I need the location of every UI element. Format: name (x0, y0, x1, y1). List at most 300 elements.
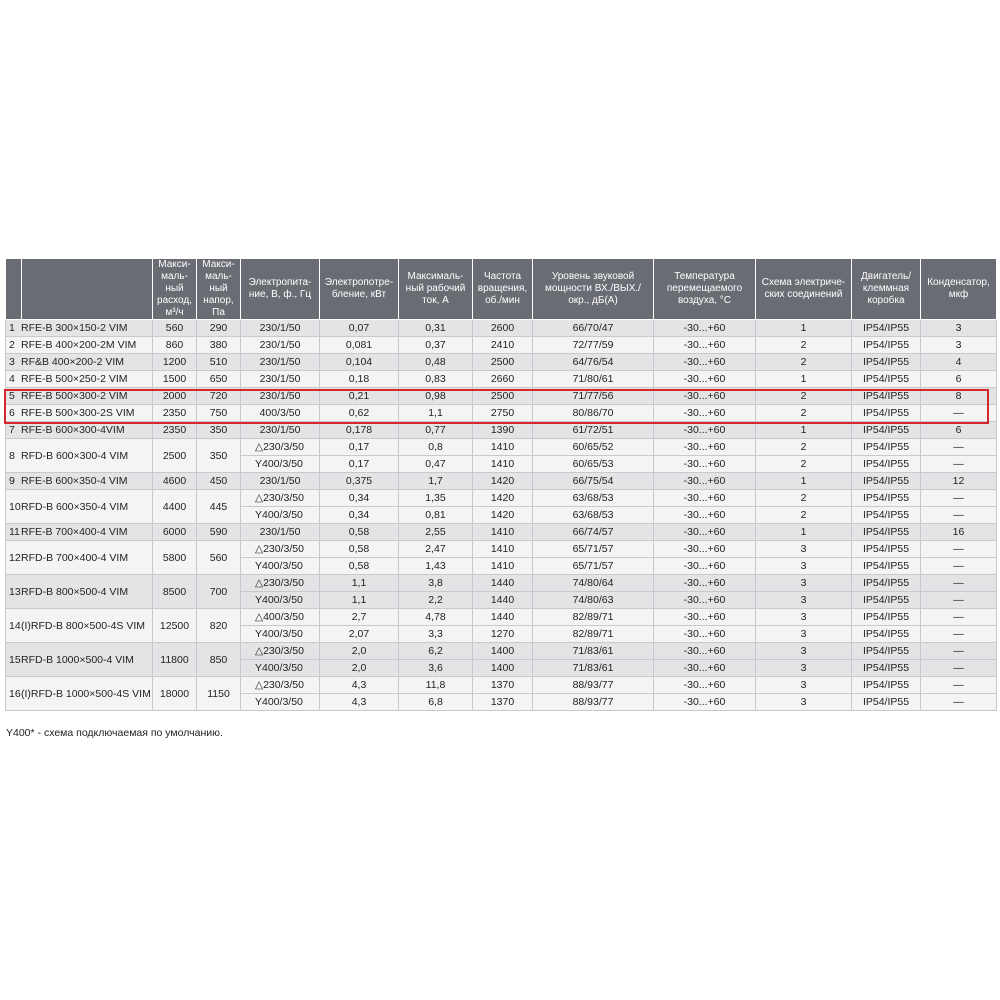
flow-cell: 1500 (153, 371, 197, 388)
pressure-cell: 700 (197, 575, 241, 609)
rpm-cell: 1440 (473, 609, 533, 626)
motor-cell: IP54/IP55 (852, 592, 921, 609)
motor-cell: IP54/IP55 (852, 422, 921, 439)
table-row (6, 609, 997, 626)
rpm-cell: 1420 (473, 473, 533, 490)
column-header-3: Макси-маль-ный напор, Па (197, 259, 241, 320)
cap-cell: 6 (921, 422, 997, 439)
flow-cell: 12500 (153, 609, 197, 643)
temp-cell: -30...+60 (654, 643, 756, 660)
scheme-cell: 1 (756, 422, 852, 439)
sound-cell: 61/72/51 (533, 422, 654, 439)
power-cell: △230/3/50 (241, 677, 320, 694)
scheme-cell: 3 (756, 677, 852, 694)
amp-cell: 2,47 (399, 541, 473, 558)
table-row (6, 490, 997, 507)
amp-cell: 6,8 (399, 694, 473, 711)
motor-cell: IP54/IP55 (852, 677, 921, 694)
power-cell: Y400/3/50 (241, 694, 320, 711)
power-cell: Y400/3/50 (241, 626, 320, 643)
amp-cell: 0,83 (399, 371, 473, 388)
scheme-cell: 2 (756, 337, 852, 354)
model-cell (6, 405, 153, 422)
temp-cell: -30...+60 (654, 626, 756, 643)
amp-cell: 6,2 (399, 643, 473, 660)
model-name: RFD-B 700×400-4 VIM (21, 551, 129, 564)
kw-cell: 2,07 (320, 626, 399, 643)
rpm-cell: 2600 (473, 320, 533, 337)
power-cell: Y400/3/50 (241, 507, 320, 524)
table-body (6, 320, 997, 711)
table-row (6, 371, 997, 388)
model-name: RFE-B 500×300-2 VIM (21, 390, 128, 402)
table-row (6, 541, 997, 558)
row-number: 11 (9, 526, 20, 538)
kw-cell: 2,0 (320, 660, 399, 677)
sound-cell: 64/76/54 (533, 354, 654, 371)
sound-cell: 80/86/70 (533, 405, 654, 422)
sound-cell: 65/71/57 (533, 558, 654, 575)
cap-cell: 6 (921, 371, 997, 388)
row-number: 8 (9, 449, 15, 462)
model-name: RFD-B 800×500-4 VIM (21, 585, 129, 598)
cap-cell: — (921, 541, 997, 558)
kw-cell: 1,1 (320, 575, 399, 592)
table-header-row (6, 259, 997, 320)
flow-cell: 4400 (153, 490, 197, 524)
sound-cell: 60/65/52 (533, 439, 654, 456)
cap-cell: — (921, 558, 997, 575)
amp-cell: 0,98 (399, 388, 473, 405)
temp-cell: -30...+60 (654, 405, 756, 422)
rpm-cell: 1440 (473, 592, 533, 609)
kw-cell: 0,104 (320, 354, 399, 371)
table-row (6, 388, 997, 405)
scheme-cell: 2 (756, 456, 852, 473)
cap-cell: — (921, 507, 997, 524)
motor-cell: IP54/IP55 (852, 439, 921, 456)
amp-cell: 2,55 (399, 524, 473, 541)
amp-cell: 3,6 (399, 660, 473, 677)
cap-cell: — (921, 592, 997, 609)
scheme-cell: 3 (756, 626, 852, 643)
cap-cell: 3 (921, 337, 997, 354)
row-number: 13 (9, 585, 21, 598)
scheme-cell: 1 (756, 524, 852, 541)
power-cell: Y400/3/50 (241, 592, 320, 609)
kw-cell: 4,3 (320, 677, 399, 694)
pressure-cell: 750 (197, 405, 241, 422)
model-name: RFE-B 600×300-4VIM (21, 424, 125, 436)
motor-cell: IP54/IP55 (852, 320, 921, 337)
temp-cell: -30...+60 (654, 575, 756, 592)
cap-cell: 8 (921, 388, 997, 405)
amp-cell: 0,47 (399, 456, 473, 473)
sound-cell: 82/89/71 (533, 609, 654, 626)
pressure-cell: 1150 (197, 677, 241, 711)
rpm-cell: 1410 (473, 456, 533, 473)
rpm-cell: 1410 (473, 439, 533, 456)
flow-cell: 5800 (153, 541, 197, 575)
row-number: 9 (9, 475, 15, 487)
scheme-cell: 3 (756, 660, 852, 677)
scheme-cell: 1 (756, 320, 852, 337)
column-header-10: Схема электриче-ских соединений (756, 259, 852, 320)
power-cell: 230/1/50 (241, 524, 320, 541)
power-cell: 230/1/50 (241, 320, 320, 337)
pressure-cell: 350 (197, 422, 241, 439)
cap-cell: — (921, 575, 997, 592)
temp-cell: -30...+60 (654, 439, 756, 456)
cap-cell: — (921, 660, 997, 677)
rpm-cell: 2500 (473, 388, 533, 405)
model-cell (6, 371, 153, 388)
model-name: RFE-B 700×400-4 VIM (21, 526, 128, 538)
amp-cell: 0,8 (399, 439, 473, 456)
column-header-6: Максималь-ный рабочий ток, А (399, 259, 473, 320)
temp-cell: -30...+60 (654, 507, 756, 524)
pressure-cell: 720 (197, 388, 241, 405)
sound-cell: 71/83/61 (533, 660, 654, 677)
rpm-cell: 1370 (473, 677, 533, 694)
column-header-4: Электропита-ние, В, ф., Гц (241, 259, 320, 320)
temp-cell: -30...+60 (654, 354, 756, 371)
sound-cell: 66/74/57 (533, 524, 654, 541)
temp-cell: -30...+60 (654, 677, 756, 694)
sound-cell: 60/65/53 (533, 456, 654, 473)
motor-cell: IP54/IP55 (852, 473, 921, 490)
temp-cell: -30...+60 (654, 371, 756, 388)
rpm-cell: 1400 (473, 643, 533, 660)
motor-cell: IP54/IP55 (852, 490, 921, 507)
column-header-1 (22, 259, 153, 320)
temp-cell: -30...+60 (654, 490, 756, 507)
flow-cell: 2350 (153, 422, 197, 439)
cap-cell: — (921, 405, 997, 422)
cap-cell: — (921, 677, 997, 694)
model-cell (6, 490, 153, 524)
column-header-2: Макси-маль-ный расход, м³/ч (153, 259, 197, 320)
motor-cell: IP54/IP55 (852, 337, 921, 354)
column-header-11: Двигатель/ клеммная коробка (852, 259, 921, 320)
motor-cell: IP54/IP55 (852, 609, 921, 626)
pressure-cell: 445 (197, 490, 241, 524)
table-row (6, 524, 997, 541)
model-name: RFD-B 1000×500-4 VIM (21, 653, 134, 666)
sound-cell: 65/71/57 (533, 541, 654, 558)
amp-cell: 0,48 (399, 354, 473, 371)
cap-cell: 12 (921, 473, 997, 490)
power-cell: 230/1/50 (241, 354, 320, 371)
amp-cell: 11,8 (399, 677, 473, 694)
motor-cell: IP54/IP55 (852, 558, 921, 575)
kw-cell: 1,1 (320, 592, 399, 609)
motor-cell: IP54/IP55 (852, 405, 921, 422)
table-row (6, 354, 997, 371)
amp-cell: 1,1 (399, 405, 473, 422)
motor-cell: IP54/IP55 (852, 507, 921, 524)
scheme-cell: 2 (756, 388, 852, 405)
scheme-cell: 2 (756, 354, 852, 371)
kw-cell: 0,34 (320, 507, 399, 524)
kw-cell: 0,07 (320, 320, 399, 337)
cap-cell: — (921, 626, 997, 643)
amp-cell: 1,7 (399, 473, 473, 490)
model-cell (6, 439, 153, 473)
scheme-cell: 3 (756, 592, 852, 609)
model-cell (6, 354, 153, 371)
rpm-cell: 2500 (473, 354, 533, 371)
power-cell: 230/1/50 (241, 388, 320, 405)
column-header-5: Электропотре-бление, кВт (320, 259, 399, 320)
rpm-cell: 1390 (473, 422, 533, 439)
flow-cell: 4600 (153, 473, 197, 490)
row-number: 16 (9, 687, 21, 700)
model-cell (6, 320, 153, 337)
table-row (6, 422, 997, 439)
kw-cell: 2,0 (320, 643, 399, 660)
scheme-cell: 2 (756, 507, 852, 524)
rpm-cell: 2750 (473, 405, 533, 422)
spec-table (5, 258, 997, 711)
kw-cell: 4,3 (320, 694, 399, 711)
scheme-cell: 1 (756, 371, 852, 388)
sound-cell: 74/80/64 (533, 575, 654, 592)
power-cell: 230/1/50 (241, 473, 320, 490)
row-number: 12 (9, 551, 21, 564)
power-cell: △400/3/50 (241, 609, 320, 626)
sound-cell: 63/68/53 (533, 490, 654, 507)
model-cell (6, 422, 153, 439)
model-cell (6, 609, 153, 643)
sound-cell: 66/70/47 (533, 320, 654, 337)
amp-cell: 0,31 (399, 320, 473, 337)
table-row (6, 439, 997, 456)
footnote: Y400* - схема подключаемая по умолчанию. (6, 727, 223, 739)
rpm-cell: 1410 (473, 558, 533, 575)
motor-cell: IP54/IP55 (852, 456, 921, 473)
pressure-cell: 510 (197, 354, 241, 371)
amp-cell: 1,35 (399, 490, 473, 507)
sound-cell: 82/89/71 (533, 626, 654, 643)
power-cell: △230/3/50 (241, 643, 320, 660)
scheme-cell: 2 (756, 490, 852, 507)
rpm-cell: 2410 (473, 337, 533, 354)
row-number: 15 (9, 653, 21, 666)
temp-cell: -30...+60 (654, 660, 756, 677)
temp-cell: -30...+60 (654, 524, 756, 541)
scheme-cell: 1 (756, 473, 852, 490)
row-number: 4 (9, 373, 15, 385)
kw-cell: 0,21 (320, 388, 399, 405)
pressure-cell: 590 (197, 524, 241, 541)
model-cell (6, 473, 153, 490)
cap-cell: 3 (921, 320, 997, 337)
sound-cell: 71/80/61 (533, 371, 654, 388)
scheme-cell: 3 (756, 609, 852, 626)
model-name: RFE-B 400×200-2M VIM (21, 339, 137, 351)
motor-cell: IP54/IP55 (852, 354, 921, 371)
kw-cell: 0,081 (320, 337, 399, 354)
cap-cell: — (921, 456, 997, 473)
kw-cell: 0,375 (320, 473, 399, 490)
amp-cell: 0,77 (399, 422, 473, 439)
kw-cell: 0,62 (320, 405, 399, 422)
cap-cell: 16 (921, 524, 997, 541)
power-cell: △230/3/50 (241, 439, 320, 456)
scheme-cell: 3 (756, 643, 852, 660)
pressure-cell: 850 (197, 643, 241, 677)
kw-cell: 0,58 (320, 524, 399, 541)
motor-cell: IP54/IP55 (852, 524, 921, 541)
sound-cell: 74/80/63 (533, 592, 654, 609)
column-header-8: Уровень звуковой мощности ВХ./ВЫХ./ окр., дБ(А) (533, 259, 654, 320)
motor-cell: IP54/IP55 (852, 660, 921, 677)
rpm-cell: 1440 (473, 575, 533, 592)
rpm-cell: 1420 (473, 490, 533, 507)
row-number: 1 (9, 322, 15, 334)
temp-cell: -30...+60 (654, 456, 756, 473)
power-cell: △230/3/50 (241, 541, 320, 558)
amp-cell: 0,81 (399, 507, 473, 524)
temp-cell: -30...+60 (654, 694, 756, 711)
sound-cell: 63/68/53 (533, 507, 654, 524)
column-header-9: Температура перемещаемого воздуха, °С (654, 259, 756, 320)
power-cell: 230/1/50 (241, 422, 320, 439)
rpm-cell: 1410 (473, 524, 533, 541)
kw-cell: 0,58 (320, 558, 399, 575)
model-cell (6, 677, 153, 711)
model-name: RFE-B 500×250-2 VIM (21, 373, 128, 385)
model-name: (I)RFD-B 800×500-4S VIM (21, 619, 146, 632)
row-number: 14 (9, 619, 21, 632)
temp-cell: -30...+60 (654, 558, 756, 575)
rpm-cell: 1270 (473, 626, 533, 643)
table-row (6, 575, 997, 592)
pressure-cell: 380 (197, 337, 241, 354)
column-header-0 (6, 259, 22, 320)
temp-cell: -30...+60 (654, 337, 756, 354)
kw-cell: 2,7 (320, 609, 399, 626)
motor-cell: IP54/IP55 (852, 643, 921, 660)
temp-cell: -30...+60 (654, 609, 756, 626)
kw-cell: 0,58 (320, 541, 399, 558)
scheme-cell: 2 (756, 439, 852, 456)
pressure-cell: 650 (197, 371, 241, 388)
flow-cell: 2000 (153, 388, 197, 405)
flow-cell: 2500 (153, 439, 197, 473)
sound-cell: 88/93/77 (533, 677, 654, 694)
model-cell (6, 575, 153, 609)
model-cell (6, 643, 153, 677)
table-row (6, 473, 997, 490)
flow-cell: 6000 (153, 524, 197, 541)
motor-cell: IP54/IP55 (852, 575, 921, 592)
table-row (6, 405, 997, 422)
kw-cell: 0,178 (320, 422, 399, 439)
pressure-cell: 560 (197, 541, 241, 575)
cap-cell: — (921, 609, 997, 626)
cap-cell: — (921, 439, 997, 456)
row-number: 10 (9, 500, 21, 513)
row-number: 3 (9, 356, 15, 368)
power-cell: 400/3/50 (241, 405, 320, 422)
cap-cell: 4 (921, 354, 997, 371)
amp-cell: 2,2 (399, 592, 473, 609)
model-name: RFD-B 600×300-4 VIM (21, 449, 129, 462)
amp-cell: 0,37 (399, 337, 473, 354)
model-name: RFE-B 300×150-2 VIM (21, 322, 128, 334)
model-name: RF&B 400×200-2 VIM (21, 356, 125, 368)
temp-cell: -30...+60 (654, 422, 756, 439)
motor-cell: IP54/IP55 (852, 694, 921, 711)
power-cell: Y400/3/50 (241, 558, 320, 575)
sound-cell: 72/77/59 (533, 337, 654, 354)
model-cell (6, 541, 153, 575)
flow-cell: 8500 (153, 575, 197, 609)
power-cell: Y400/3/50 (241, 660, 320, 677)
kw-cell: 0,17 (320, 439, 399, 456)
amp-cell: 3,3 (399, 626, 473, 643)
rpm-cell: 2660 (473, 371, 533, 388)
flow-cell: 1200 (153, 354, 197, 371)
temp-cell: -30...+60 (654, 473, 756, 490)
row-number: 6 (9, 407, 15, 419)
sound-cell: 71/83/61 (533, 643, 654, 660)
model-cell (6, 337, 153, 354)
flow-cell: 2350 (153, 405, 197, 422)
table-row (6, 643, 997, 660)
model-cell (6, 388, 153, 405)
sound-cell: 71/77/56 (533, 388, 654, 405)
motor-cell: IP54/IP55 (852, 371, 921, 388)
flow-cell: 18000 (153, 677, 197, 711)
kw-cell: 0,18 (320, 371, 399, 388)
motor-cell: IP54/IP55 (852, 388, 921, 405)
scheme-cell: 3 (756, 558, 852, 575)
column-header-12: Конденсатор, мкф (921, 259, 997, 320)
amp-cell: 3,8 (399, 575, 473, 592)
scheme-cell: 3 (756, 575, 852, 592)
row-number: 2 (9, 339, 15, 351)
temp-cell: -30...+60 (654, 388, 756, 405)
power-cell: △230/3/50 (241, 575, 320, 592)
pressure-cell: 290 (197, 320, 241, 337)
kw-cell: 0,34 (320, 490, 399, 507)
flow-cell: 860 (153, 337, 197, 354)
kw-cell: 0,17 (320, 456, 399, 473)
cap-cell: — (921, 694, 997, 711)
pressure-cell: 450 (197, 473, 241, 490)
model-cell (6, 524, 153, 541)
power-cell: Y400/3/50 (241, 456, 320, 473)
motor-cell: IP54/IP55 (852, 541, 921, 558)
rpm-cell: 1400 (473, 660, 533, 677)
scheme-cell: 2 (756, 405, 852, 422)
row-number: 5 (9, 390, 15, 402)
pressure-cell: 350 (197, 439, 241, 473)
amp-cell: 4,78 (399, 609, 473, 626)
table-row (6, 320, 997, 337)
cap-cell: — (921, 643, 997, 660)
sound-cell: 66/75/54 (533, 473, 654, 490)
amp-cell: 1,43 (399, 558, 473, 575)
power-cell: 230/1/50 (241, 371, 320, 388)
cap-cell: — (921, 490, 997, 507)
scheme-cell: 3 (756, 694, 852, 711)
rpm-cell: 1410 (473, 541, 533, 558)
column-header-7: Частота вращения, об./мин (473, 259, 533, 320)
